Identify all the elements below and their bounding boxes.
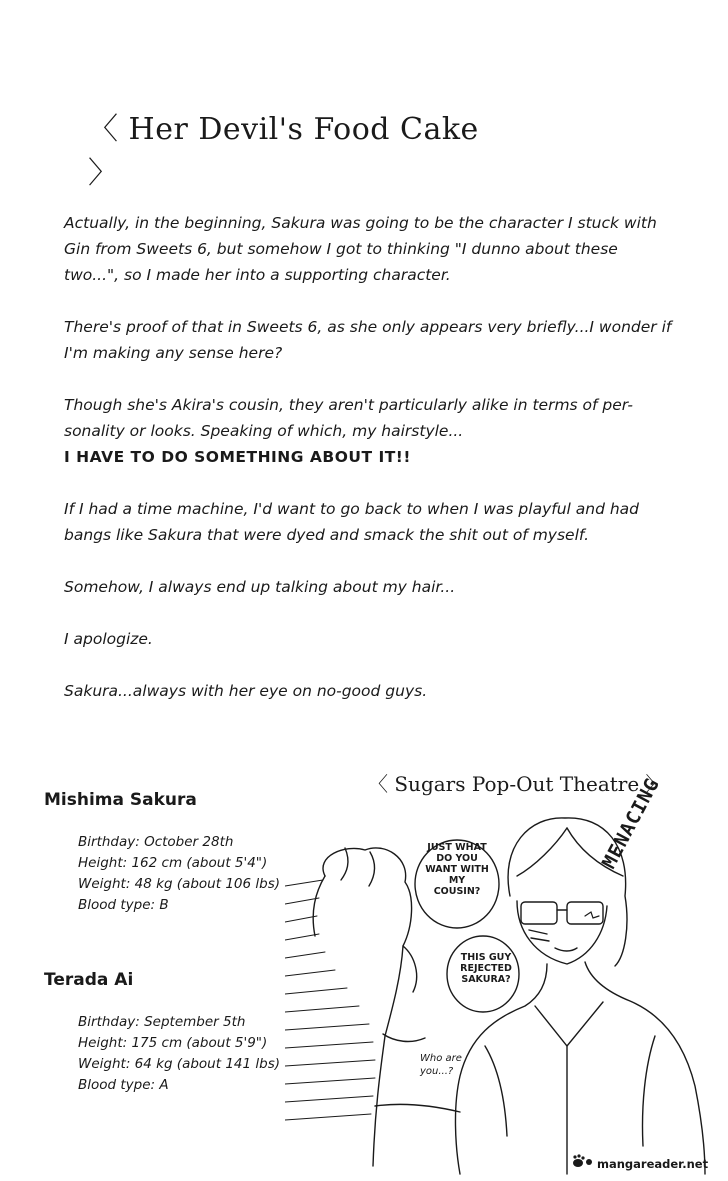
screentone-lines bbox=[285, 880, 375, 1120]
site-credit-text: mangareader.net bbox=[597, 1157, 709, 1171]
author-note bbox=[64, 210, 674, 730]
essay-paragraph: If I had a time machine, I'd want to go back to when I was playful and had bangs like Sakura that were dyed and smack the shit out of myself. bbox=[64, 500, 640, 544]
site-credit bbox=[572, 1154, 708, 1171]
essay-paragraph: I apologize. bbox=[64, 630, 153, 648]
profile-weight: Weight: 64 kg (about 141 lbs) bbox=[78, 1056, 280, 1072]
profile-blood: Blood type: B bbox=[78, 897, 169, 913]
paw-icon bbox=[572, 1154, 594, 1171]
essay-paragraph: Actually, in the beginning, Sakura was going to be the character I stuck with Gin from Sweets 6, but somehow I got to thinking "I dunno about these two...", so I made her into a supporting character. bbox=[64, 214, 657, 284]
essay-paragraph: Though she's Akira's cousin, they aren't particularly alike in terms of per-sonality or looks. Speaking of which, my hairstyle... bbox=[64, 396, 633, 440]
profile-name: Terada Ai bbox=[44, 970, 134, 990]
aside-text: Who are you...? bbox=[420, 1053, 462, 1077]
girl-figure bbox=[455, 818, 705, 1174]
speech-bubble-text: JUST WHAT DO YOU WANT WITH MY COUSIN? bbox=[425, 842, 489, 897]
essay-paragraph: There's proof of that in Sweets 6, as she only appears very briefly...I wonder if I'm making any sense here? bbox=[64, 318, 672, 362]
speech-bubble-text: THIS GUY REJECTED SAKURA? bbox=[460, 952, 512, 985]
theatre-title: 〈 Sugars Pop-Out Theatre 〉 bbox=[368, 772, 666, 796]
comic-illustration bbox=[285, 806, 725, 1176]
profile-stats bbox=[78, 832, 280, 916]
essay-shout: I HAVE TO DO SOMETHING ABOUT IT!! bbox=[64, 448, 411, 466]
profile-birthday: Birthday: October 28th bbox=[78, 834, 234, 850]
profile-stats bbox=[78, 1012, 280, 1096]
page-title: 〈 Her Devil's Food Cake 〉 bbox=[88, 112, 479, 191]
profile-blood: Blood type: A bbox=[78, 1077, 169, 1093]
essay-paragraph: Somehow, I always end up talking about my hair... bbox=[64, 578, 456, 596]
profile-weight: Weight: 48 kg (about 106 lbs) bbox=[78, 876, 280, 892]
profile-height: Height: 175 cm (about 5'9") bbox=[78, 1035, 268, 1051]
profile-name: Mishima Sakura bbox=[44, 790, 197, 810]
menacing-sfx: MENACING bbox=[598, 774, 665, 873]
profile-birthday: Birthday: September 5th bbox=[78, 1014, 246, 1030]
profile-height: Height: 162 cm (about 5'4") bbox=[78, 855, 268, 871]
essay-paragraph: Sakura...always with her eye on no-good guys. bbox=[64, 682, 428, 700]
